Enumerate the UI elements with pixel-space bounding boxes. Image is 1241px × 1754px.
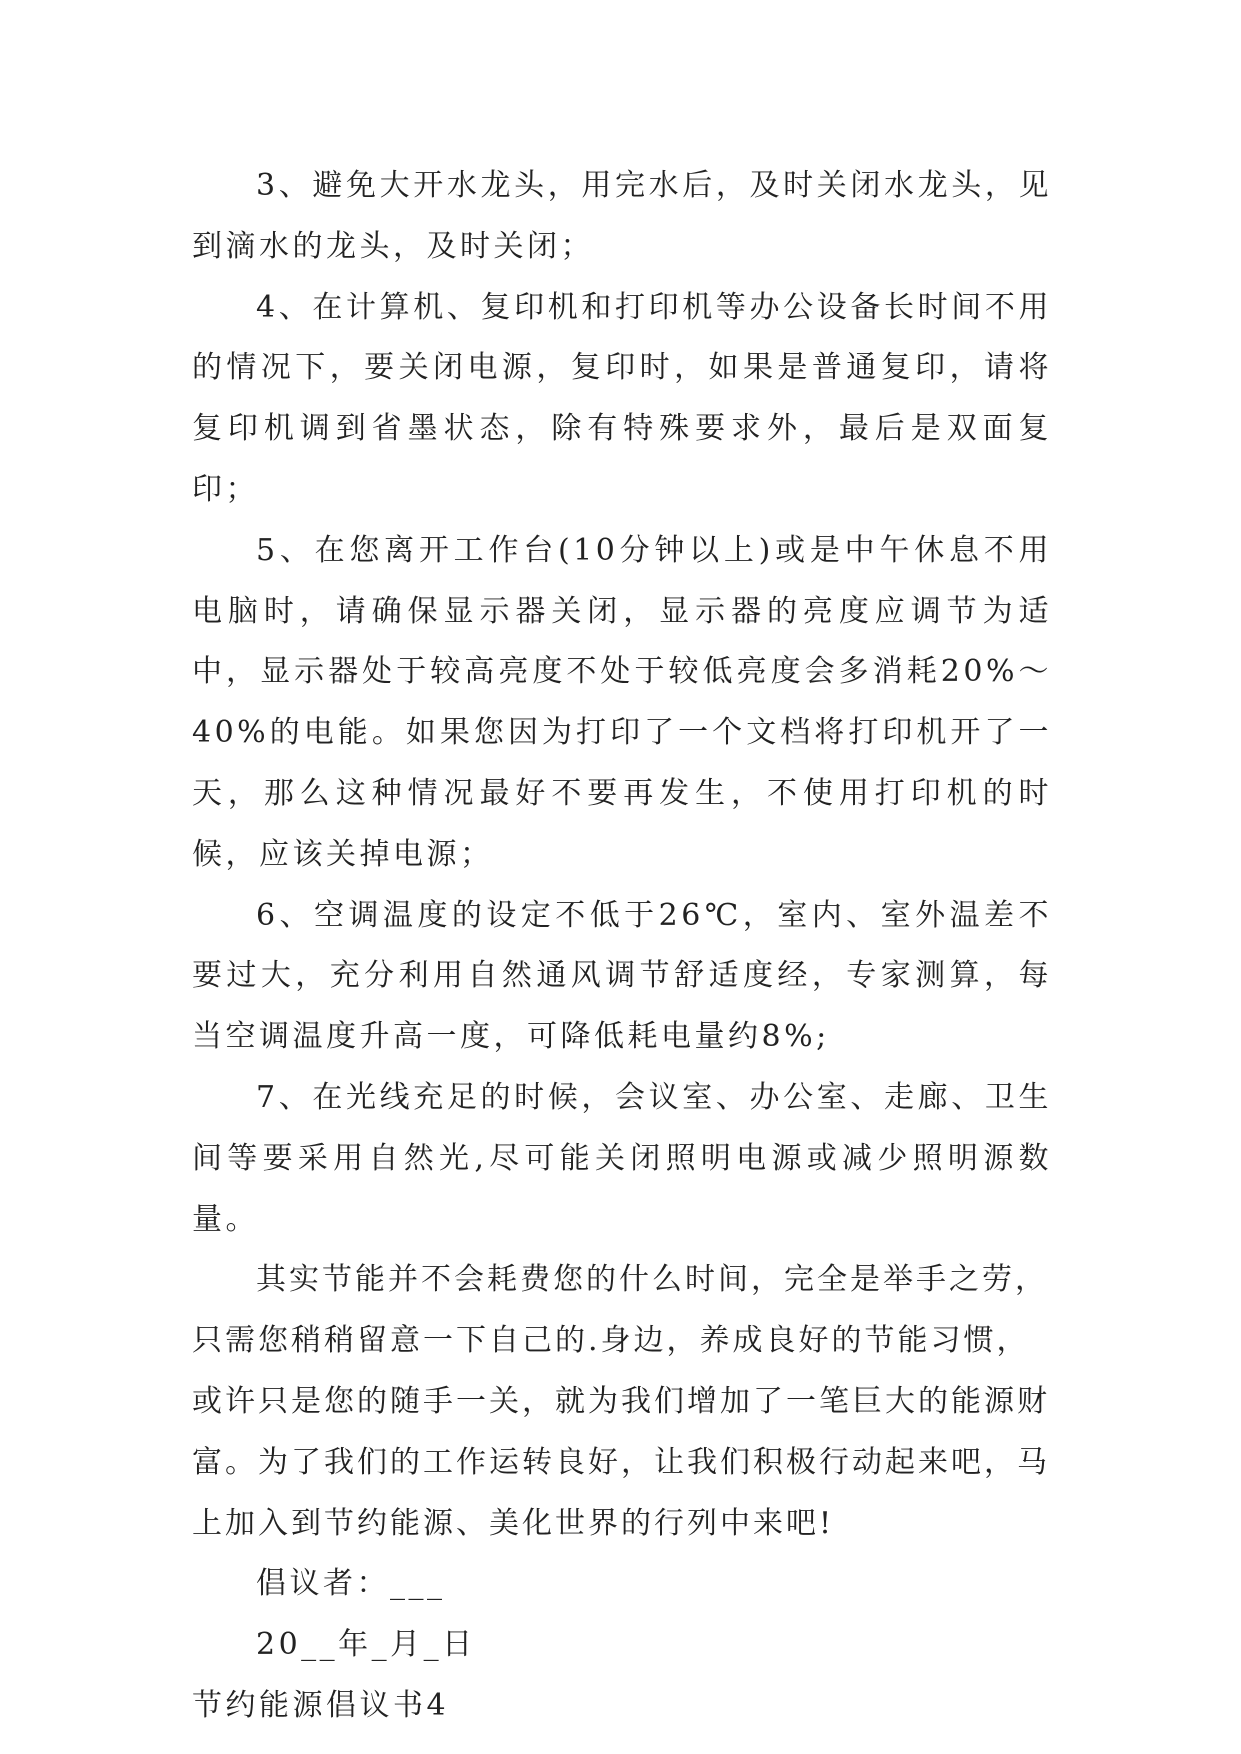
- paragraph-item-4: 4、在计算机、复印机和打印机等办公设备长时间不用的情况下，要关闭电源，复印时，如果是普通复印，请将复印机调到省墨状态，除有特殊要求外，最后是双面复印；: [192, 289, 1052, 507]
- next-section-heading: 节约能源倡议书4: [192, 1687, 450, 1723]
- closing-paragraph: 其实节能并不会耗费您的什么时间，完全是举手之劳，只需您稍稍留意一下自己的.身边，养成良好的节能习惯，或许只是您的随手一关，就为我们增加了一笔巨大的能源财富。为了我们的工作运转良好，让我们积极行动起来吧，马上加入到节约能源、美化世界的行列中来吧!: [192, 1262, 1050, 1541]
- paragraph-item-6: 6、空调温度的设定不低于26℃，室内、室外温差不要过大，充分利用自然通风调节舒适度经，专家测算，每当空调温度升高一度，可降低耗电量约8%;: [192, 897, 1052, 1055]
- paragraph-item-3: 3、避免大开水龙头，用完水后，及时关闭水龙头，见到滴水的龙头，及时关闭；: [192, 168, 1052, 264]
- date-line: 20__年_月_日: [256, 1627, 476, 1663]
- proposer-line: 倡议者：___: [256, 1566, 446, 1602]
- paragraph-item-5: 5、在您离开工作台(10分钟以上)或是中午休息不用电脑时，请确保显示器关闭，显示器的亮度应调节为适中，显示器处于较高亮度不处于较低亮度会多消耗20%～40%的电能。如果您因为打印了一个文档将打印机开了一天，那么这种情况最好不要再发生，不使用打印机的时候，应该关掉电源；: [192, 532, 1052, 872]
- document-body: [192, 156, 1052, 1737]
- paragraph-item-7: 7、在光线充足的时候，会议室、办公室、走廊、卫生间等要采用自然光,尽可能关闭照明电源或减少照明源数量。: [192, 1079, 1052, 1237]
